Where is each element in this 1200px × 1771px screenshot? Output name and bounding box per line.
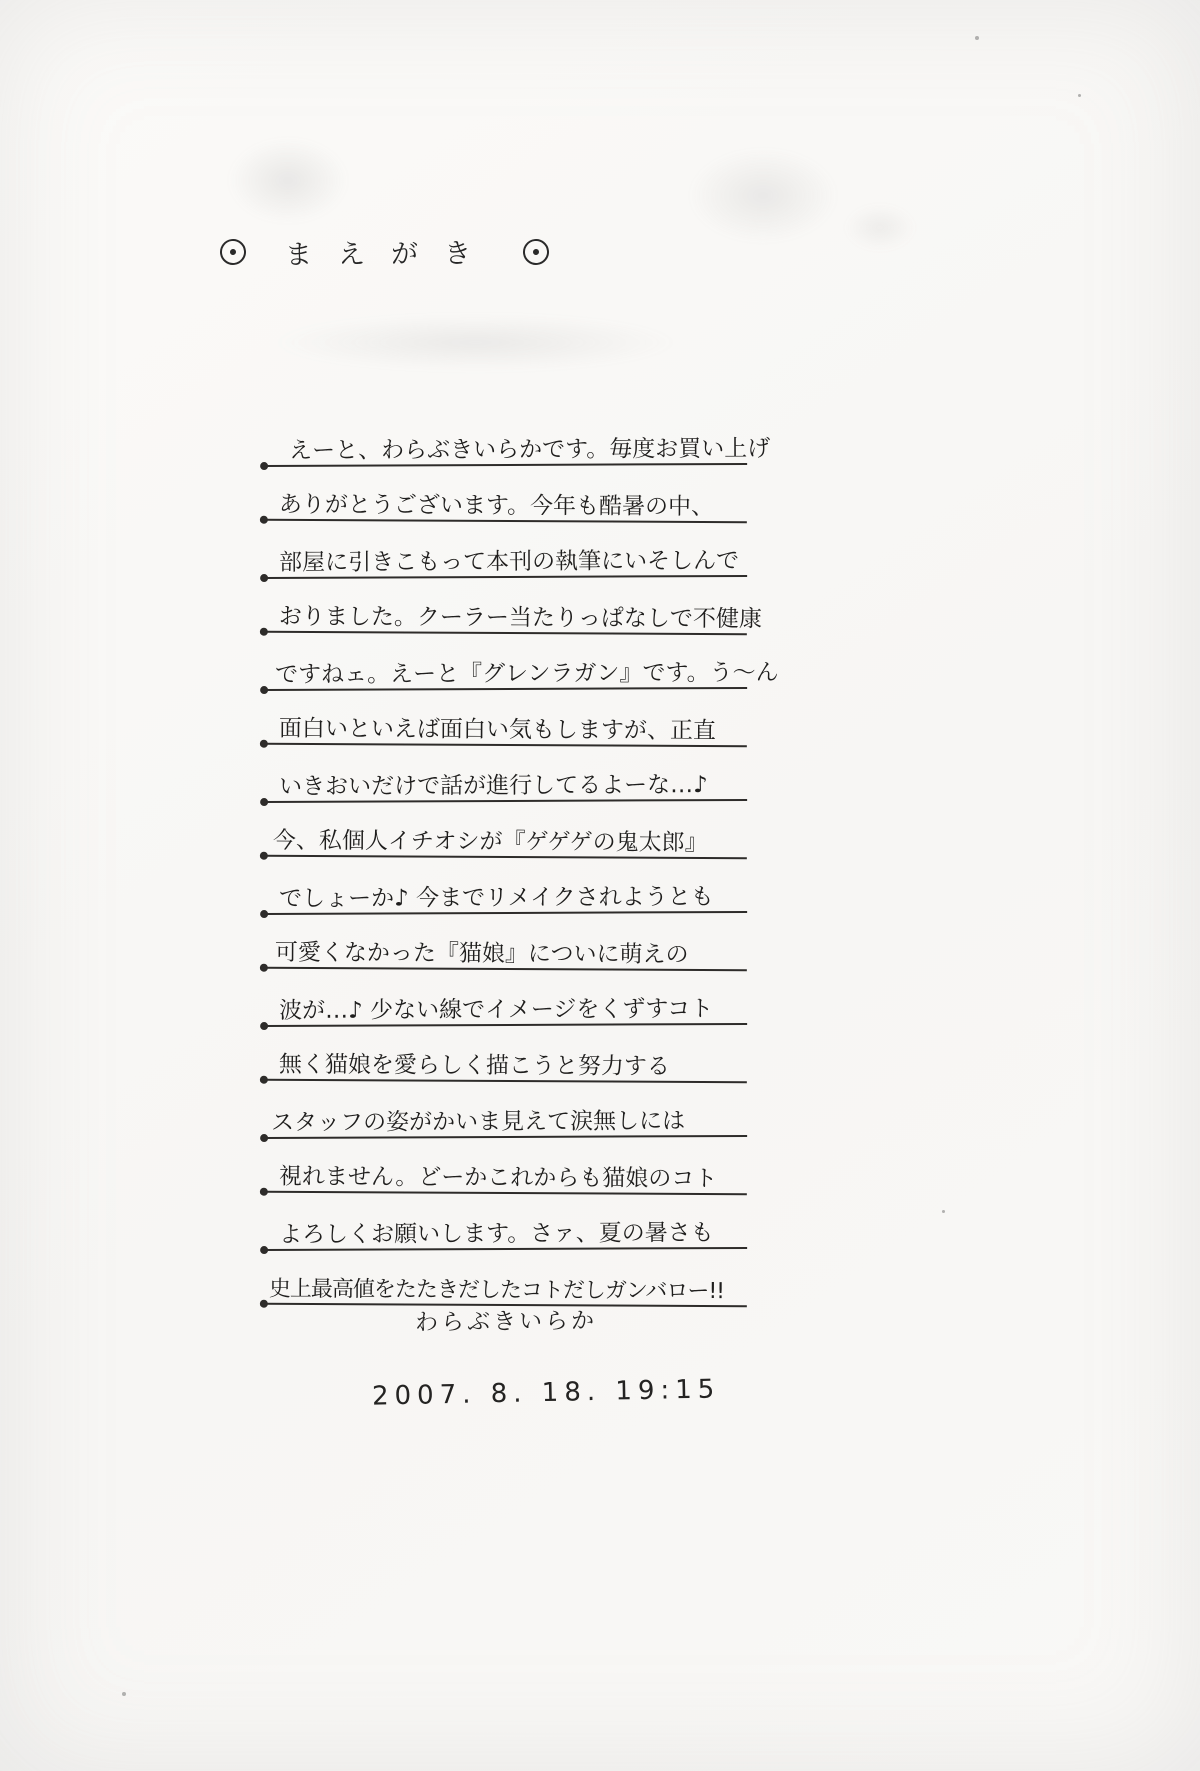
handwritten-line xyxy=(265,745,747,803)
handwritten-text: いきおいだけで話が進行してるよーな…♪ xyxy=(278,772,708,800)
handwritten-text: 面白いといえば面白い気もしますが、正直 xyxy=(278,715,717,745)
scan-smudge xyxy=(845,205,915,250)
handwritten-text: ありがとうございます。今年も酷暑の中、 xyxy=(278,491,715,521)
handwritten-line xyxy=(265,1025,747,1084)
scan-smudge xyxy=(228,138,348,223)
scan-speck xyxy=(1078,94,1081,97)
circled-dot-icon xyxy=(218,237,247,266)
scan-speck xyxy=(122,1692,126,1696)
handwritten-line xyxy=(265,521,747,579)
handwritten-body xyxy=(265,410,779,1306)
handwritten-line xyxy=(265,689,747,748)
handwritten-text: 部屋に引きこもって本刊の執筆にいそしんで xyxy=(278,547,740,576)
handwritten-text: でしょーか♪ 今までリメイクされようとも xyxy=(278,884,714,912)
scan-smudge xyxy=(688,148,838,243)
handwritten-text: 今、私個人イチオシが『ゲゲゲの鬼太郎』 xyxy=(272,827,708,857)
date-time: 2007. 8. 18. 19:15 xyxy=(371,1374,721,1412)
handwritten-line xyxy=(265,633,779,691)
handwritten-line xyxy=(265,1193,747,1251)
scan-speck xyxy=(942,1210,945,1213)
handwritten-line xyxy=(265,857,747,915)
handwritten-text: 可愛くなかった『猫娘』についに萌えの xyxy=(274,939,689,968)
page-title xyxy=(0,232,768,271)
author-signature: わらぶきいらか xyxy=(414,1308,598,1336)
handwritten-text: 無く猫娘を愛らしく描こうと努力する xyxy=(278,1051,671,1080)
page-title-text: まえがき xyxy=(284,238,497,271)
scan-speck xyxy=(975,36,979,40)
handwritten-line xyxy=(265,409,771,467)
handwritten-text: 波が…♪ 少ない線でイメージをくずすコト xyxy=(278,996,714,1024)
scan-smudge xyxy=(278,315,673,370)
handwritten-line xyxy=(265,913,747,972)
handwritten-text: おりました。クーラー当たりっぱなしで不健康 xyxy=(278,603,763,633)
handwritten-text: スタッフの姿がかいま見えて涙無しには xyxy=(270,1108,686,1137)
handwritten-line xyxy=(265,577,763,636)
handwritten-text: よろしくお願いします。さァ、夏の暑さも xyxy=(278,1220,714,1248)
handwritten-text: 視れません。どーかこれからも猫娘のコト xyxy=(278,1163,718,1193)
handwritten-text: えーと、わらぶきいらかです。毎度お買い上げ xyxy=(288,435,771,464)
handwritten-line xyxy=(265,1081,747,1139)
circled-dot-icon xyxy=(521,237,550,266)
handwritten-text: ですねェ。えーと『グレンラガン』です。う〜ん xyxy=(274,659,779,689)
handwritten-line xyxy=(265,801,747,860)
handwritten-line xyxy=(265,1137,747,1196)
handwritten-line xyxy=(265,465,747,524)
handwritten-line xyxy=(265,969,747,1027)
handwritten-text: 史上最高値をたたきだしたコトだしガンバロー!! xyxy=(268,1276,725,1305)
handwritten-line xyxy=(265,1249,747,1308)
